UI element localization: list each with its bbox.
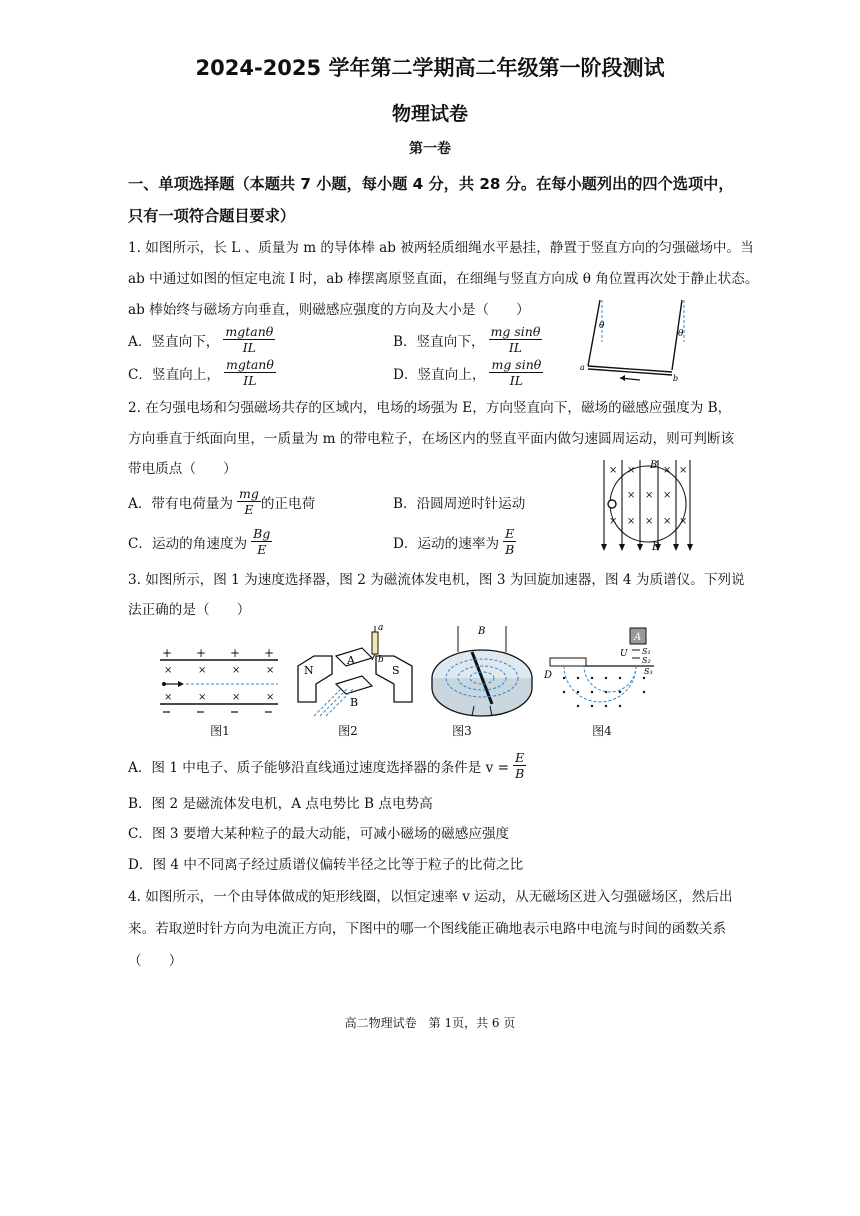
- numerator: mg sinθ: [490, 324, 541, 339]
- denominator: B: [505, 542, 515, 557]
- svg-text:×: ×: [663, 465, 672, 476]
- label-D: D: [544, 670, 553, 681]
- q3-stem-line2: 法正确的是（ ）: [128, 602, 251, 618]
- denominator: IL: [509, 373, 523, 388]
- svg-text:×: ×: [679, 465, 688, 476]
- option-label: D．竖直向上，: [393, 366, 486, 383]
- q4-stem-line2: 来。若取逆时针方向为电流正方向，下图中的哪一个图线能正确地表示电路中电流与时间的函数关系: [128, 921, 727, 937]
- field-arrowheads: [601, 544, 693, 551]
- q3-option-d[interactable]: [128, 853, 523, 873]
- svg-text:×: ×: [609, 516, 618, 527]
- svg-text:×: ×: [645, 516, 654, 527]
- label-N: N: [304, 664, 314, 677]
- q3-figure1-velocity-selector: [158, 646, 282, 718]
- q1-stem-line3: ab 棒始终与磁场方向垂直，则磁感应强度的方向及大小是（ ）: [128, 302, 530, 318]
- q3-option-a[interactable]: [128, 750, 526, 781]
- label-A: A: [634, 632, 642, 643]
- subject-title: 物理试卷: [391, 103, 468, 125]
- q2-option-a[interactable]: [128, 486, 315, 517]
- numerator: E: [505, 526, 515, 541]
- svg-text:+: +: [264, 646, 275, 660]
- figure3-caption: 图3: [452, 724, 472, 738]
- svg-text:×: ×: [679, 516, 688, 527]
- section-heading-line1: 一、单项选择题（本题共 7 小题，每小题 4 分，共 28 分。在每小题列出的四个选项中，: [128, 175, 734, 193]
- option-label: A．带有电荷量为: [128, 495, 233, 512]
- current-arrow-head: [620, 375, 625, 381]
- option-label: A．竖直向下，: [128, 333, 220, 350]
- option-label: B．竖直向下，: [393, 333, 485, 350]
- label-S: S: [392, 664, 400, 677]
- left-string: [588, 300, 600, 366]
- svg-text:×: ×: [164, 692, 173, 703]
- label-a: a: [378, 623, 384, 633]
- circular-path: [610, 466, 686, 542]
- velocity-arrowhead: [178, 681, 184, 687]
- svg-text:×: ×: [627, 465, 636, 476]
- svg-text:+: +: [196, 646, 207, 660]
- option-label: C．图 3 要增大某种粒子的最大动能，可减小磁场的磁感应强度: [128, 826, 510, 842]
- option-label: A．图 1 中电子、质子能够沿直线通过速度选择器的条件是 v =: [128, 759, 510, 776]
- denominator: IL: [242, 340, 256, 355]
- svg-text:×: ×: [663, 490, 672, 501]
- svg-text:×: ×: [627, 490, 636, 501]
- svg-text:×: ×: [198, 692, 207, 703]
- rod-top-edge: [588, 366, 672, 372]
- denominator: B: [515, 766, 525, 781]
- option-label: D．图 4 中不同离子经过质谱仪偏转半径之比等于粒子的比荷之比: [128, 857, 524, 873]
- label-S1: S₁: [642, 647, 651, 656]
- q2-option-c[interactable]: [128, 526, 272, 557]
- q2-option-d[interactable]: [393, 526, 516, 557]
- numerator: mg: [238, 486, 259, 501]
- label-a: a: [580, 363, 585, 372]
- q3-option-b[interactable]: [128, 792, 433, 812]
- numerator: mgtanθ: [225, 324, 274, 339]
- numerator: E: [515, 750, 525, 765]
- rod-bottom-edge: [588, 369, 672, 375]
- svg-text:×: ×: [645, 490, 654, 501]
- denominator: E: [257, 542, 267, 557]
- q2-option-b[interactable]: [393, 492, 525, 512]
- option-label: C．运动的角速度为: [128, 535, 248, 552]
- option-suffix: 的正电荷: [260, 495, 316, 512]
- theta-label-right: θ: [678, 329, 684, 339]
- q3-figure3-cyclotron: [428, 622, 540, 720]
- magnet-n: [298, 656, 332, 702]
- figure2-caption: 图2: [338, 724, 358, 738]
- svg-text:×: ×: [232, 692, 241, 703]
- svg-text:×: ×: [232, 665, 241, 676]
- svg-text:+: +: [162, 646, 173, 660]
- figure1-caption: 图1: [210, 724, 230, 738]
- q1-option-c[interactable]: [128, 357, 276, 388]
- label-U: U: [620, 649, 628, 659]
- numerator: mg sinθ: [491, 357, 542, 372]
- fraction: [224, 357, 276, 388]
- numerator: Bg: [253, 526, 271, 541]
- option-label: B．图 2 是磁流体发电机，A 点电势比 B 点电势高: [128, 796, 433, 812]
- label-E: E: [652, 542, 660, 553]
- q1-option-b[interactable]: [393, 324, 542, 355]
- svg-text:×: ×: [266, 665, 275, 676]
- dee-side: [432, 678, 532, 716]
- resistor: [372, 632, 378, 654]
- q3-figure4-mass-spectrometer: [544, 626, 664, 718]
- svg-text:×: ×: [198, 665, 207, 676]
- svg-text:×: ×: [663, 516, 672, 527]
- label-S3: S₃: [644, 667, 653, 676]
- denominator: IL: [243, 373, 257, 388]
- fraction: [251, 526, 272, 557]
- fraction: [489, 324, 543, 355]
- label-A: A: [347, 654, 355, 667]
- q2-figure-field-circle: [598, 456, 694, 554]
- q1-option-d[interactable]: [393, 357, 543, 388]
- section-heading-line2: 只有一项符合题目要求）: [128, 207, 296, 225]
- q1-option-a[interactable]: [128, 324, 275, 355]
- particle: [608, 500, 616, 508]
- fraction: [223, 324, 275, 355]
- q1-stem-line2: ab 中通过如图的恒定电流 I 时，ab 棒摆离原竖直面，在细绳与竖直方向成 θ 角位置再次处于静止状态。: [128, 271, 759, 287]
- svg-text:×: ×: [164, 665, 173, 676]
- exam-title: 2024-2025 学年第二学期高二年级第一阶段测试: [195, 56, 665, 80]
- q3-option-c[interactable]: [128, 822, 509, 842]
- svg-text:×: ×: [627, 516, 636, 527]
- svg-text:×: ×: [609, 465, 618, 476]
- plate-b: [336, 676, 372, 694]
- option-label: C．竖直向上，: [128, 366, 220, 383]
- label-B: B: [478, 626, 486, 637]
- q3-stem-line1: 3. 如图所示，图 1 为速度选择器，图 2 为磁流体发电机，图 3 为回旋加速器，图 4 为质谱仪。下列说: [128, 572, 745, 588]
- q1-figure-hanging-rod: [578, 298, 690, 388]
- fraction: [503, 526, 516, 557]
- fraction: [513, 750, 526, 781]
- numerator: mgtanθ: [225, 357, 274, 372]
- svg-text:+: +: [230, 646, 241, 660]
- ion-paths: [564, 666, 636, 702]
- particle: [162, 682, 166, 686]
- part-title: 第一卷: [409, 141, 451, 157]
- label-S2: S₂: [642, 656, 651, 665]
- figure4-caption: 图4: [592, 724, 612, 738]
- label-b: b: [673, 374, 679, 383]
- page-footer: 高二物理试卷 第 1页，共 6 页: [344, 1016, 516, 1030]
- svg-text:×: ×: [266, 692, 275, 703]
- denominator: E: [244, 502, 254, 517]
- fraction: [237, 486, 261, 517]
- q2-stem-line3: 带电质点（ ）: [128, 461, 237, 477]
- lead-b: [372, 654, 375, 660]
- denominator: IL: [508, 340, 523, 355]
- film-plate: [550, 658, 586, 666]
- label-B: B: [650, 460, 658, 471]
- q2-stem-line1: 2. 在匀强电场和匀强磁场共存的区域内，电场的场强为 E，方向竖直向下，磁场的磁感应强度为 B，: [128, 400, 732, 416]
- label-B: B: [350, 696, 359, 709]
- fraction: [489, 357, 543, 388]
- theta-label-left: θ: [599, 321, 605, 331]
- option-label: D．运动的速率为: [393, 535, 500, 552]
- q1-stem-line1: 1. 如图所示，长 L 、质量为 m 的导体棒 ab 被两轻质细绳水平悬挂，静置于竖直方向的匀强磁场中。当: [128, 240, 754, 256]
- label-b: b: [378, 655, 384, 665]
- q2-stem-line2: 方向垂直于纸面向里，一质量为 m 的带电粒子，在场区内的竖直平面内做匀速圆周运动，则可判断该: [128, 431, 735, 447]
- q4-stem-line1: 4. 如图所示，一个由导体做成的矩形线圈，以恒定速率 v 运动，从无磁场区进入匀强磁场区，然后出: [128, 889, 733, 905]
- plus-signs: [162, 646, 274, 660]
- q4-stem-line3: （ ）: [128, 953, 183, 969]
- option-label: B．沿圆周逆时针运动: [393, 496, 526, 512]
- q3-figure2-mhd-generator: [292, 622, 422, 720]
